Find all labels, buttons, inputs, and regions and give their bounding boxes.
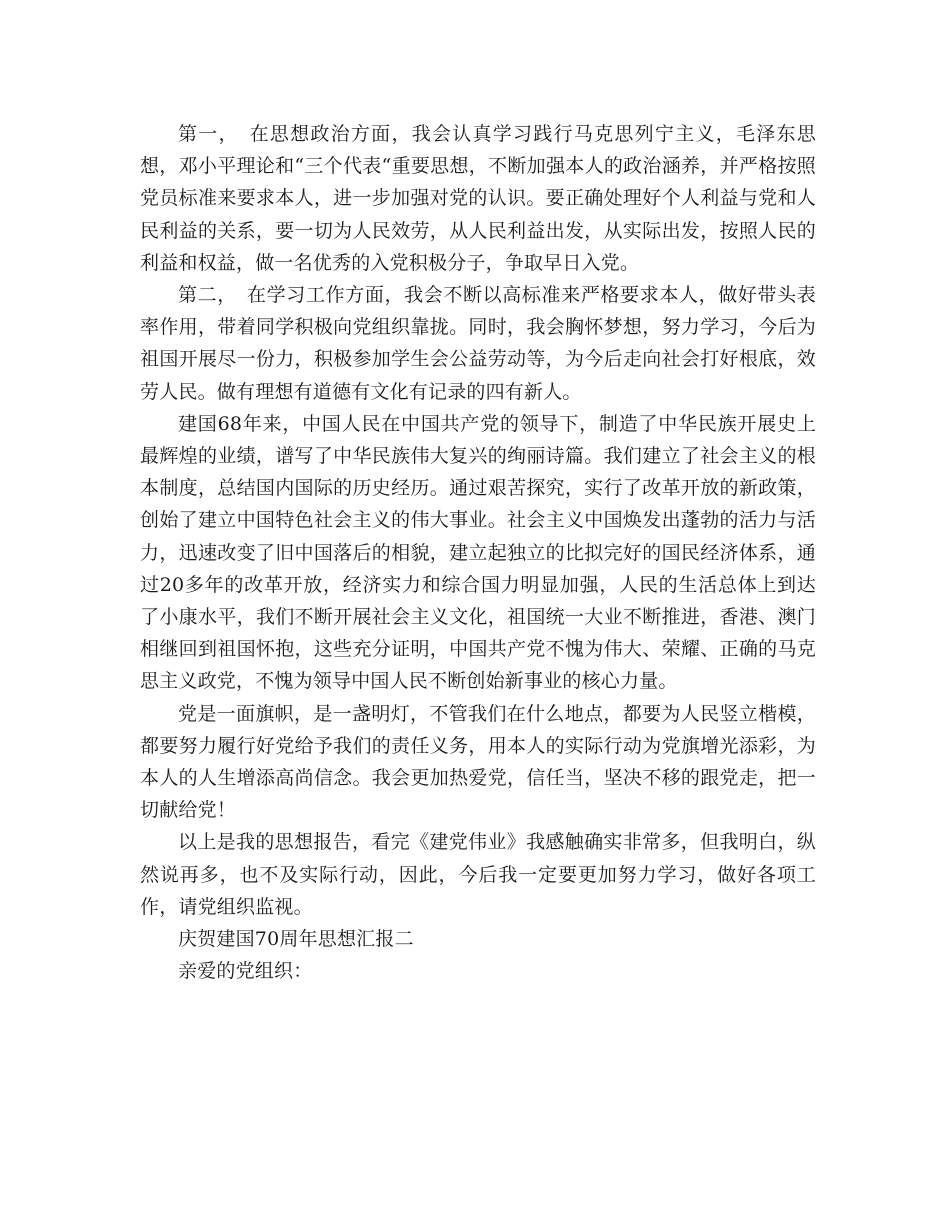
salutation: 亲爱的党组织： bbox=[178, 960, 313, 983]
paragraph-first-point: 第一， 在思想政治方面，我会认真学习践行马克思列宁主义，毛泽东思想，邓小平理论和“三个代表“重要思想，不断加强本人的政治涵养，并严格按照党员标准来要求本人，进一步加强对党的认识。要正确处理好个人利益与党和人民利益的关系，要一切为人民效劳，从人民利益出发，从实际出发，按照人民的利益和权益，做一名优秀的入党积极分子，争取早日入党。 bbox=[140, 123, 816, 274]
paragraph-second-point: 第二， 在学习工作方面，我会不断以高标准来严格要求本人，做好带头表率作用，带着同学积极向党组织靠拢。同时，我会胸怀梦想，努力学习，今后为祖国开展尽一份力，积极参加学生会公益劳动等，为今后走向社会打好根底，效劳人民。做有理想有道德有文化有记录的四有新人。 bbox=[140, 284, 816, 403]
paragraph-conclusion: 以上是我的思想报告，看完《建党伟业》我感触确实非常多，但我明白，纵然说再多，也不及实际行动，因此，今后我一定要更加努力学习，做好各项工作，请党组织监视。 bbox=[140, 831, 816, 918]
section-title: 庆贺建国70周年思想汇报二 bbox=[178, 928, 414, 951]
paragraph-party-banner: 党是一面旗帜，是一盏明灯，不管我们在什么地点，都要为人民竖立楷模，都要努力履行好党给予我们的责任义务，用本人的实际行动为党旗增光添彩，为本人的人生增添高尚信念。我会更加热爱党，信任当，坚决不移的跟党走，把一切献给党！ bbox=[140, 702, 816, 822]
paragraph-history: 建国68年来，中国人民在中国共产党的领导下，制造了中华民族开展史上最辉煌的业绩，谱写了中华民族伟大复兴的绚丽诗篇。我们建立了社会主义的根本制度，总结国内国际的历史经历。通过艰苦探究，实行了改革开放的新政策，创始了建立中国特色社会主义的伟大事业。社会主义中国焕发出蓬勃的活力与活力，迅速改变了旧中国落后的相貌，建立起独立的比拟完好的国民经济体系，通过20多年的改革开放，经济实力和综合国力明显加强，人民的生活总体上到达了小康水平，我们不断开展社会主义文化，祖国统一大业不断推进，香港、澳门相继回到祖国怀抱，这些充分证明，中国共产党不愧为伟大、荣耀、正确的马克思主义政党，不愧为领导中国人民不断创始新事业的核心力量。 bbox=[140, 412, 816, 693]
document-body bbox=[140, 118, 816, 987]
